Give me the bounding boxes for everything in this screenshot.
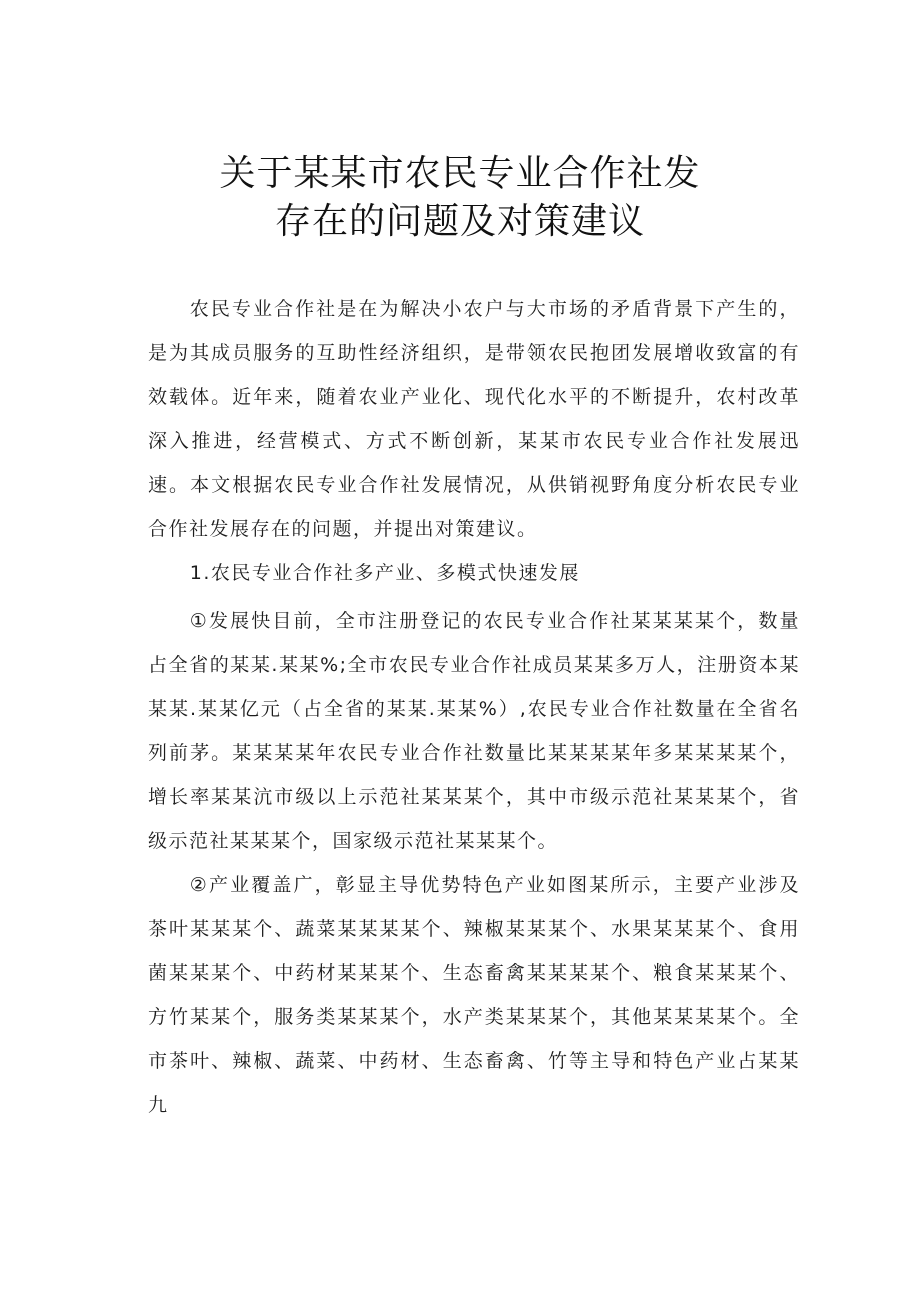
intro-paragraph: 农民专业合作社是在为解决小农户与大市场的矛盾背景下产生的，是为其成员服务的互助性经济组织，是带领农民抱团发展增收致富的有效载体。近年来，随着农业产业化、现代化水平的不断提升，农村改革深入推进，经营模式、方式不断创新，某某市农民专业合作社发展迅速。本文根据农民专业合作社发展情况，从供销视野角度分析农民专业合作社发展存在的问题，并提出对策建议。: [148, 298, 800, 540]
document-body: [148, 287, 800, 1127]
section-1-heading: 1.农民专业合作社多产业、多模式快速发展: [189, 562, 580, 584]
document-title: [0, 150, 920, 246]
title-line-1: 关于某某市农民专业合作社发: [219, 153, 701, 194]
title-line-2: 存在的问题及对策建议: [274, 201, 645, 242]
point-1-paragraph: ①发展快目前，全市注册登记的农民专业合作社某某某某个，数量占全省的某某.某某%;全市农民专业合作社成员某某多万人，注册资本某某某.某某亿元（占全省的某某.某某%）,农民专业合作社数量在全省名列前茅。某某某某年农民专业合作社数量比某某某某年多某某某某个，增长率某某沆市级以上示范社某某某个，其中市级示范社某某某个，省级示范社某某某个，国家级示范社某某某个。: [148, 610, 800, 852]
point-2-paragraph: ②产业覆盖广，彰显主导优势特色产业如图某所示，主要产业涉及茶叶某某某个、蔬菜某某某某个、辣椒某某某个、水果某某某个、食用菌某某某个、中药材某某某个、生态畜禽某某某某个、粮食某某某个、方竹某某个，服务类某某某个，水产类某某某个，其他某某某某个。全市茶叶、辣椒、蔬菜、中药材、生态畜禽、竹等主导和特色产业占某某九: [148, 874, 800, 1116]
